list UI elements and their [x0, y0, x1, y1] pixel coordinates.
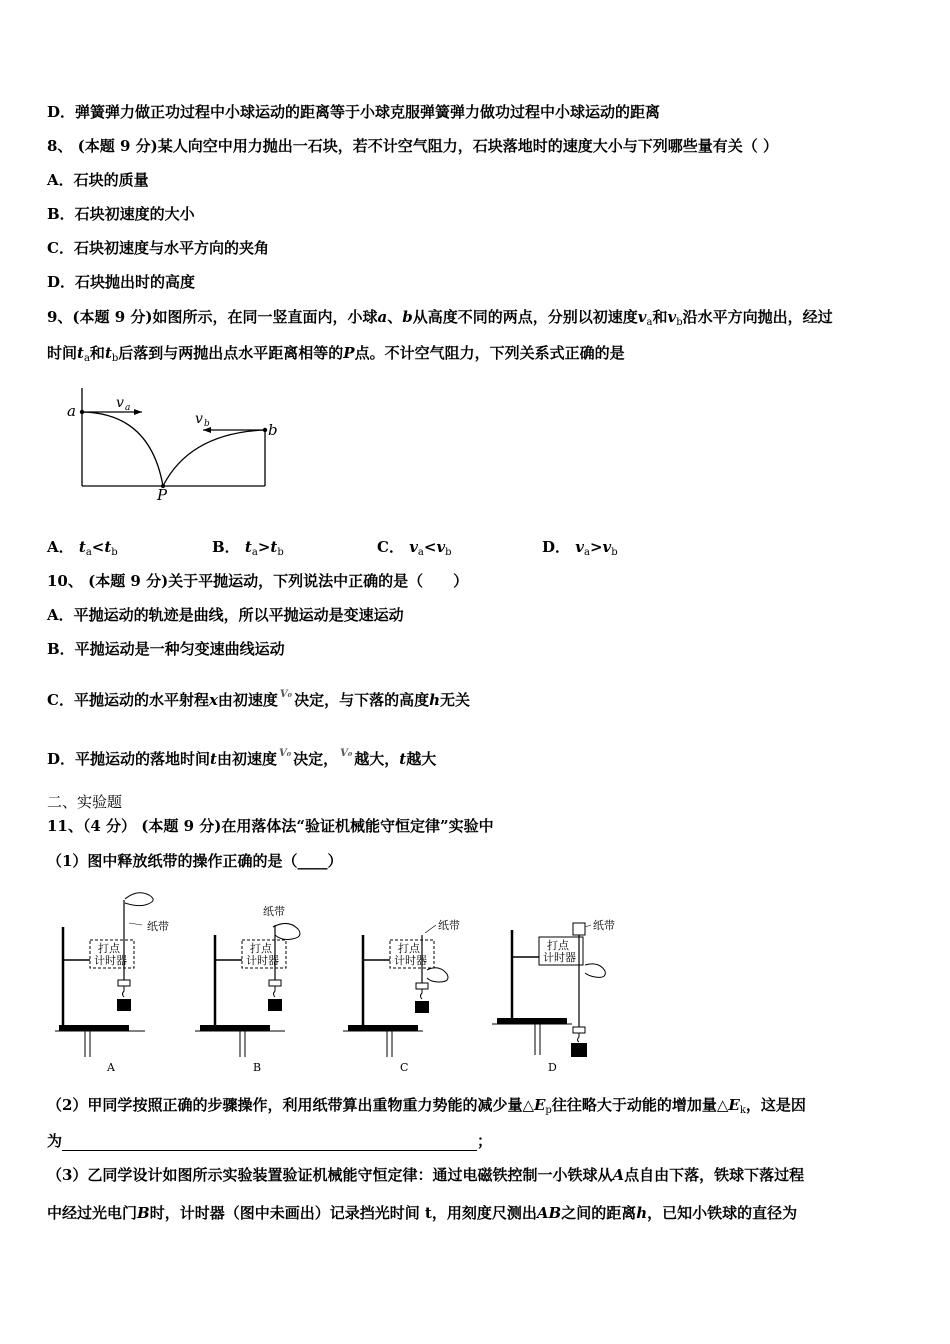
q8-option-b: B．石块初速度的大小 [47, 205, 195, 223]
apparatus-c [343, 918, 460, 1074]
fig-label-va: v [116, 395, 124, 411]
section-heading: 二、实验题 [47, 793, 123, 811]
svg-text:纸带: 纸带 [263, 905, 285, 918]
q8-option-c: C．石块初速度与水平方向的夹角 [47, 239, 269, 257]
q8-stem: 8、 (本题 9 分)某人向空中用力抛出一石块，若不计空气阻力，石块落地时的速度大小与下列哪些量有关（ ） [47, 137, 778, 155]
svg-text:纸带: 纸带 [438, 919, 460, 932]
q11-part2-line2: 为 ； [47, 1132, 493, 1150]
svg-text:打点: 打点 [250, 942, 272, 955]
svg-text:打点: 打点 [547, 939, 569, 952]
fig-label-vb: v [195, 411, 203, 427]
q11-figure [45, 885, 645, 1080]
fig-label-a: a [67, 402, 76, 420]
q9-option-b: B． $t_a>t_b$ [212, 538, 284, 558]
apparatus-d [492, 918, 615, 1074]
q9-stem-line1: 9、(本题 9 分)如图所示，在同一竖直面内，小球a、b从高度不同的两点，分别以初速度$v_a$和$v_b$沿水平方向抛出，经过 [47, 308, 833, 328]
q10-option-a: A．平抛运动的轨迹是曲线，所以平抛运动是变速运动 [47, 606, 404, 624]
q7-option-d: D．弹簧弹力做正功过程中小球运动的距离等于小球克服弹簧弹力做功过程中小球运动的距离 [47, 103, 661, 121]
fig-label-vb-sub: b [204, 419, 210, 429]
q9-stem-line2: 时间$t_a$和$t_b$后落到与两抛出点水平距离相等的P点。不计空气阻力，下列关系式正确的是 [47, 344, 625, 364]
fig-label-va-sub: a [125, 403, 131, 413]
q9-option-c: C． $v_a<v_b$ [377, 538, 452, 558]
q8-option-d: D．石块抛出时的高度 [47, 273, 196, 291]
svg-text:计时器: 计时器 [394, 954, 427, 967]
q8-option-a: A．石块的质量 [47, 171, 149, 189]
q10-option-c: C．平抛运动的水平射程x由初速度 $^{V_0}$ 决定，与下落的高度h无关 [47, 689, 470, 709]
q11-part1: （1）图中释放纸带的操作正确的是（____） [47, 852, 343, 870]
q11-stem: 11、（4 分） (本题 9 分)在用落体法“验证机械能守恒定律”实验中 [47, 817, 494, 835]
q11-part2-line1: （2）甲同学按照正确的步骤操作，利用纸带算出重物重力势能的减少量$\triangle E_p$往往略大于动能的增加量$\triangle E_k$，这是因 [47, 1096, 806, 1116]
svg-text:B: B [253, 1061, 262, 1074]
svg-text:C: C [400, 1061, 409, 1074]
svg-text:打点: 打点 [398, 942, 420, 955]
q9-option-d: D． $v_a>v_b$ [542, 538, 618, 558]
answer-blank[interactable] [62, 1134, 477, 1151]
svg-text:计时器: 计时器 [246, 954, 279, 967]
svg-text:纸带: 纸带 [147, 920, 169, 933]
svg-text:D: D [548, 1061, 557, 1074]
q10-option-b: B．平抛运动是一种匀变速曲线运动 [47, 640, 285, 658]
q9-option-a: A． $t_a<t_b$ [47, 538, 118, 558]
q9-figure [60, 383, 290, 503]
q11-part3-line2: 中经过光电门B时，计时器（图中未画出）记录挡光时间 t，用刻度尺测出AB之间的距离h，已知小铁球的直径为 [47, 1204, 798, 1222]
svg-text:A: A [107, 1061, 115, 1074]
apparatus-a [55, 893, 169, 1074]
q10-stem: 10、 (本题 9 分)关于平抛运动，下列说法中正确的是（ ） [47, 572, 469, 590]
svg-text:纸带: 纸带 [593, 919, 615, 932]
q10-option-d: D．平抛运动的落地时间t由初速度 $^{V_0}$ 决定， $^{V_0}$ 越大，t越大 [47, 748, 437, 768]
fig-label-p: P [157, 486, 168, 503]
apparatus-b [195, 904, 300, 1074]
svg-text:计时器: 计时器 [94, 954, 127, 967]
svg-text:计时器: 计时器 [543, 951, 576, 964]
svg-text:打点: 打点 [98, 942, 120, 955]
q11-part3-line1: （3）乙同学设计如图所示实验装置验证机械能守恒定律：通过电磁铁控制一小铁球从A点自由下落，铁球下落过程 [47, 1166, 805, 1184]
fig-label-b: b [268, 421, 278, 439]
